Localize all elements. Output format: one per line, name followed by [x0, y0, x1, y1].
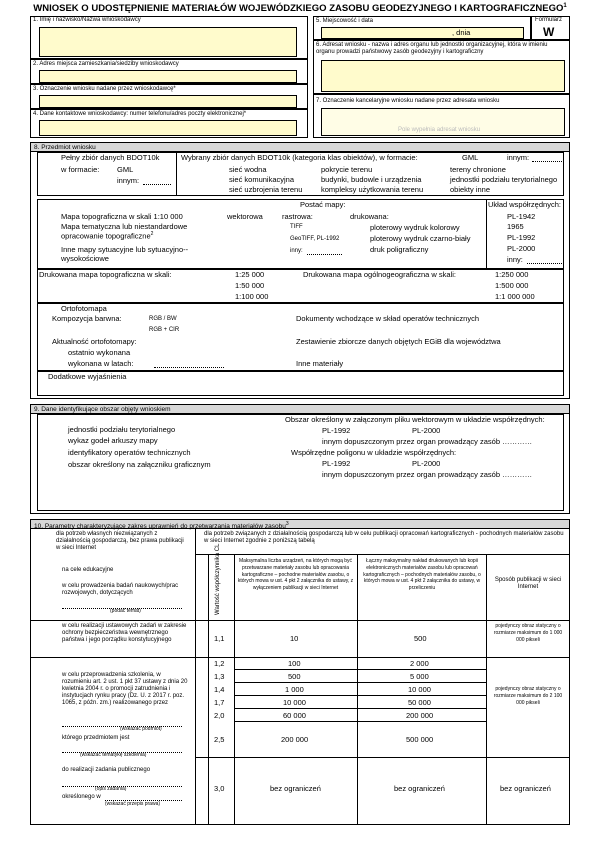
vf-pl1992[interactable]: PL-1992	[322, 426, 351, 435]
coord-pl2000[interactable]: PL-2000	[507, 244, 536, 253]
cat-tereny-chronione[interactable]: tereny chronione	[450, 165, 506, 174]
topo-scale-100[interactable]: 1:100 000	[235, 292, 269, 301]
devices-column-head: Maksymalna liczba urządzeń, na których mogą być przetwarzane materiały zasobu lub opracowania kartograficzne – pochodne materiałów zasobu, o których mowa w ust. 4 pkt 2 załącznika do ustawy, z wyłączeniem publikacji w sieci Internet	[237, 558, 354, 591]
task-description-hint: (opis zadania)	[95, 786, 127, 792]
raster-option[interactable]: rastrowa:	[282, 212, 313, 221]
printed-option[interactable]: drukowana:	[350, 212, 389, 221]
field-7-label: 7. Oznaczenie kancelaryjne wniosku nadane przez adresata wniosku	[316, 98, 500, 104]
cat-pokrycie[interactable]: pokrycie terenu	[321, 165, 373, 174]
area-units-option[interactable]: jednostki podziału terytorialnego	[68, 425, 176, 434]
row-6-devices: 60 000	[283, 711, 306, 720]
bdot-full-option[interactable]: Pełny zbiór danych BDOT10k	[61, 153, 160, 162]
bdot-select-other[interactable]: innym:	[507, 153, 530, 162]
own-needs-head: dla potrzeb własnych niezwiązanych z działalnością gospodarczą, bez prawa publikacji w sieci Internet	[56, 531, 184, 551]
coord-pl1992[interactable]: PL-1992	[507, 233, 536, 242]
coord-other[interactable]: inny:	[507, 255, 523, 264]
coord-system-label: Układ współrzędnych:	[488, 200, 561, 209]
bdot-gml-option[interactable]: GML	[117, 165, 134, 174]
purpose-public-task[interactable]: do realizacji zadania publicznego	[62, 767, 151, 773]
row-1-cl[interactable]: 1,1	[214, 634, 225, 643]
row-8-copies: bez ograniczeń	[394, 784, 445, 793]
row-5-cl[interactable]: 1,7	[214, 698, 225, 707]
pg-pl2000[interactable]: PL-2000	[412, 459, 441, 468]
coord-1965[interactable]: 1965	[507, 222, 524, 231]
place-date-input[interactable]	[321, 27, 524, 39]
map-form-label: Postać mapy:	[300, 200, 346, 209]
field-2-label: 2. Adres miejsca zamieszkania/siedziby wnioskodawcy	[33, 61, 179, 67]
address-input[interactable]	[39, 70, 297, 83]
plot-bw-option[interactable]: ploterowy wydruk czarno-biały	[370, 234, 471, 243]
orto-latest-option[interactable]: ostatnio wykonana	[68, 348, 131, 357]
law-hint: (wskazać przepis prawa)	[105, 801, 161, 807]
row-7-copies: 500 000	[406, 735, 434, 744]
row-2-cl[interactable]: 1,2	[214, 659, 225, 668]
pg-other[interactable]: innym dopuszczonym przez organ prowadzący zasób …………	[322, 470, 533, 479]
research-topic-hint: (podać temat)	[110, 608, 141, 614]
row-7-devices: 200 000	[281, 735, 309, 744]
gen-scale-500[interactable]: 1:500 000	[495, 281, 529, 290]
form-title: WNIOSEK O UDOSTĘPNIENIE MATERIAŁÓW WOJEWÓDZKIEGO ZASOBU GEODEZYJNEGO I KARTOGRAFICZNEGO$^1$	[33, 3, 567, 15]
cat-siec-wodna[interactable]: sieć wodna	[229, 165, 267, 174]
field-6-label: 6. Adresat wniosku - nazwa i adres organu lub jednostki organizacyjnej, która w imieniu organu prowadzi państwowy zasób geodezyjny i kartograficzny	[316, 42, 548, 55]
row-8-cl[interactable]: 3,0	[214, 784, 225, 793]
row-4-cl[interactable]: 1,4	[214, 685, 225, 694]
orto-date-label: Aktualność ortofotomapy:	[52, 337, 137, 346]
purpose-training[interactable]: w celu przeprowadzenia szkolenia, w rozumieniu art. 2 ust. 1 pkt 37 ustawy z dnia 20 kwietnia 2004 r. o promocji zatrudnienia i instytucjach rynku pracy (Dz. U. z 2017 r. poz. 1065, z późn. zm.) realizowanego przez	[62, 672, 188, 706]
row-1-copies: 500	[414, 634, 427, 643]
contact-input[interactable]	[39, 120, 297, 136]
purpose-security[interactable]: w celu realizacji ustawowych zadań w zakresie ochrony bezpieczeństwa wewnętrznego państwa i jego porządku konstytucyjnego	[62, 623, 187, 643]
area-graphic-option[interactable]: obszar określony na załączniku graficznym	[68, 460, 211, 469]
row-6-cl[interactable]: 2,0	[214, 711, 225, 720]
row-4-copies: 10 000	[408, 685, 431, 694]
plot-color-option[interactable]: ploterowy wydruk kolorowy	[370, 223, 460, 232]
tech-docs-option[interactable]: Dokumenty wchodzące w skład operatów technicznych	[296, 314, 480, 323]
cat-kompleksy[interactable]: kompleksy użytkowania terenu	[321, 185, 424, 194]
reference-input[interactable]	[39, 95, 297, 108]
section-8-header: 8. Przedmiot wniosku	[30, 142, 570, 152]
purpose-education[interactable]: na cele edukacyjne	[62, 567, 114, 573]
area-sheets-option[interactable]: wykaz godeł arkuszy mapy	[68, 436, 158, 445]
row-5-copies: 50 000	[408, 698, 431, 707]
purpose-research[interactable]: w celu prowadzenia badań naukowych/prac rozwojowych, dotyczących	[62, 583, 179, 596]
field-7-note: Pole wypełnia adresat wniosku	[398, 127, 481, 133]
gen-scale-1000[interactable]: 1:1 000 000	[495, 292, 535, 301]
egib-summary-option[interactable]: Zestawienie zbiorcze danych objętych EGiB dla województwa	[296, 337, 501, 346]
cat-obiekty-inne[interactable]: obiekty inne	[450, 185, 491, 194]
gen-scale-250[interactable]: 1:250 000	[495, 270, 529, 279]
row-8-devices: bez ograniczeń	[270, 784, 321, 793]
vector-file-option[interactable]: Obszar określony w załączonym pliku wektorowym w układzie współrzędnych:	[285, 415, 545, 424]
bdot-select-gml[interactable]: GML	[462, 153, 479, 162]
row-6-copies: 200 000	[406, 711, 434, 720]
color-comp-label: Kompozycja barwna:	[52, 314, 122, 323]
field-1-label: 1. Imię i nazwisko/Nazwa wnioskodawcy	[33, 17, 141, 23]
date-day-label: , dnia	[452, 28, 471, 37]
publication-column-head: Sposób publikacji w sieci Internet	[494, 577, 562, 590]
training-entity-hint: (wskazać podmiot)	[120, 726, 162, 732]
row-2-devices: 100	[288, 659, 301, 668]
training-topic-hint: (wskazać tematykę szkolenia)	[80, 752, 147, 758]
vf-other[interactable]: innym dopuszczonym przez organ prowadzący zasób …………	[322, 437, 533, 446]
coord-pl1942[interactable]: PL-1942	[507, 212, 536, 221]
rgb-bw-option[interactable]: RGB / BW	[149, 316, 177, 322]
training-subject-label: którego przedmiotem jest	[62, 735, 130, 741]
row-3-cl[interactable]: 1,3	[214, 672, 225, 681]
printed-general-label: Drukowana mapa ogólnogeograficzna w skali:	[303, 270, 457, 279]
row-2-copies: 2 000	[410, 659, 429, 668]
name-input[interactable]	[39, 27, 297, 57]
polygon-option[interactable]: Współrzędne poligonu w układzie współrzędnych:	[291, 448, 457, 457]
row-1-devices: 10	[290, 634, 299, 643]
map-other-option[interactable]: Inne mapy sytuacyjne lub sytuacyjno--wysokościowe	[61, 245, 189, 263]
publication-2mpx: pojedynczy obraz statyczny o rozmiarze maksimum do 2 100 000 pikseli	[493, 686, 563, 706]
row-3-devices: 500	[288, 672, 301, 681]
printed-topo-label: Drukowana mapa topograficzna w skali:	[39, 270, 172, 279]
orto-years-option[interactable]: wykonana w latach:	[68, 359, 134, 368]
field-5-label: 5. Miejscowość i data	[316, 18, 374, 24]
field-3-label: 3. Oznaczenie wniosku nadane przez wnioskodawcę*	[33, 86, 176, 92]
business-head: dla potrzeb związanych z działalnością gospodarczą lub w celu publikacji opracowań kartograficznych - pochodnych materiałów zasobu w sieci Internet zgodnie z poniższą tabelą	[204, 531, 564, 544]
bdot-other-option[interactable]: innym:	[117, 176, 140, 185]
other-materials-option[interactable]: Inne materiały	[296, 359, 344, 368]
pg-pl1992[interactable]: PL-1992	[322, 459, 351, 468]
row-5-devices: 10 000	[283, 698, 306, 707]
row-3-copies: 5 000	[410, 672, 429, 681]
map-topo-option[interactable]: Mapa topograficzna w skali 1:10 000	[61, 212, 183, 221]
rgb-cir-option[interactable]: RGB + CIR	[149, 327, 180, 333]
row-8-publication: bez ograniczeń	[500, 784, 551, 793]
section-10-header: 10. Parametry charakteryzujące zakres uprawnień do przetwarzania materiałów zasobu$^3$	[30, 519, 570, 529]
orto-option[interactable]: Ortofotomapa	[61, 304, 107, 313]
topo-scale-25[interactable]: 1:25 000	[235, 270, 265, 279]
copies-column-head: Łączny maksymalny nakład drukowanych lub kopii elektronicznych materiałów zasobu lub opracowań kartograficznych – pochodnych materiałów zasobu, o których mowa w ust. 4 pkt 2 załącznika do ustawy, w przeliczeniu	[363, 558, 481, 591]
row-7-cl[interactable]: 2,5	[214, 735, 225, 744]
public-task-law-label: określonego w	[62, 794, 101, 800]
field-4-label: 4. Dane kontaktowe wnioskodawcy: numer telefonu/adres poczty elektronicznej*	[33, 111, 247, 117]
explanations-label: Dodatkowe wyjaśnienia	[48, 372, 127, 381]
vector-option[interactable]: wektorowa	[227, 212, 263, 221]
bdot-format-label: w formacie:	[61, 165, 100, 174]
cat-budynki[interactable]: budynki, budowle i urządzenia	[321, 175, 422, 184]
formularz-label: Formularz	[535, 17, 563, 23]
tiff-option[interactable]: TIFF	[290, 224, 303, 230]
topo-scale-50[interactable]: 1:50 000	[235, 281, 265, 290]
addressee-input[interactable]	[321, 60, 565, 92]
geotiff-option[interactable]: GeoTIFF, PL-1992	[290, 236, 340, 242]
vf-pl2000[interactable]: PL-2000	[412, 426, 441, 435]
cat-siec-kom[interactable]: sieć komunikacyjna	[229, 175, 295, 184]
raster-other-option[interactable]: inny:	[290, 248, 303, 254]
poligraphic-option[interactable]: druk poligraficzny	[370, 245, 429, 254]
bdot-select-option[interactable]: Wybrany zbiór danych BDOT10k (kategoria klas obiektów), w formacie:	[181, 153, 418, 162]
cat-uzbrojenie[interactable]: sieć uzbrojenia terenu	[229, 185, 303, 194]
section-9-header: 9. Dane identyfikujące obszar objęty wnioskiem	[30, 404, 570, 414]
map-thematic-option[interactable]: Mapa tematyczna lub niestandardowe opracowanie topograficzne$^2$	[61, 222, 188, 241]
area-operats-option[interactable]: identyfikatory operatów technicznych	[68, 448, 191, 457]
formularz-code: W	[543, 25, 555, 39]
cl-column-head: Wartość współczynnika CL	[215, 543, 221, 615]
row-4-devices: 1 000	[285, 685, 304, 694]
cat-jednostki[interactable]: jednostki podziału terytorialnego	[450, 175, 558, 184]
publication-1mpx: pojedynczy obraz statyczny o rozmiarze maksimum do 1 000 000 pikseli	[493, 623, 563, 643]
